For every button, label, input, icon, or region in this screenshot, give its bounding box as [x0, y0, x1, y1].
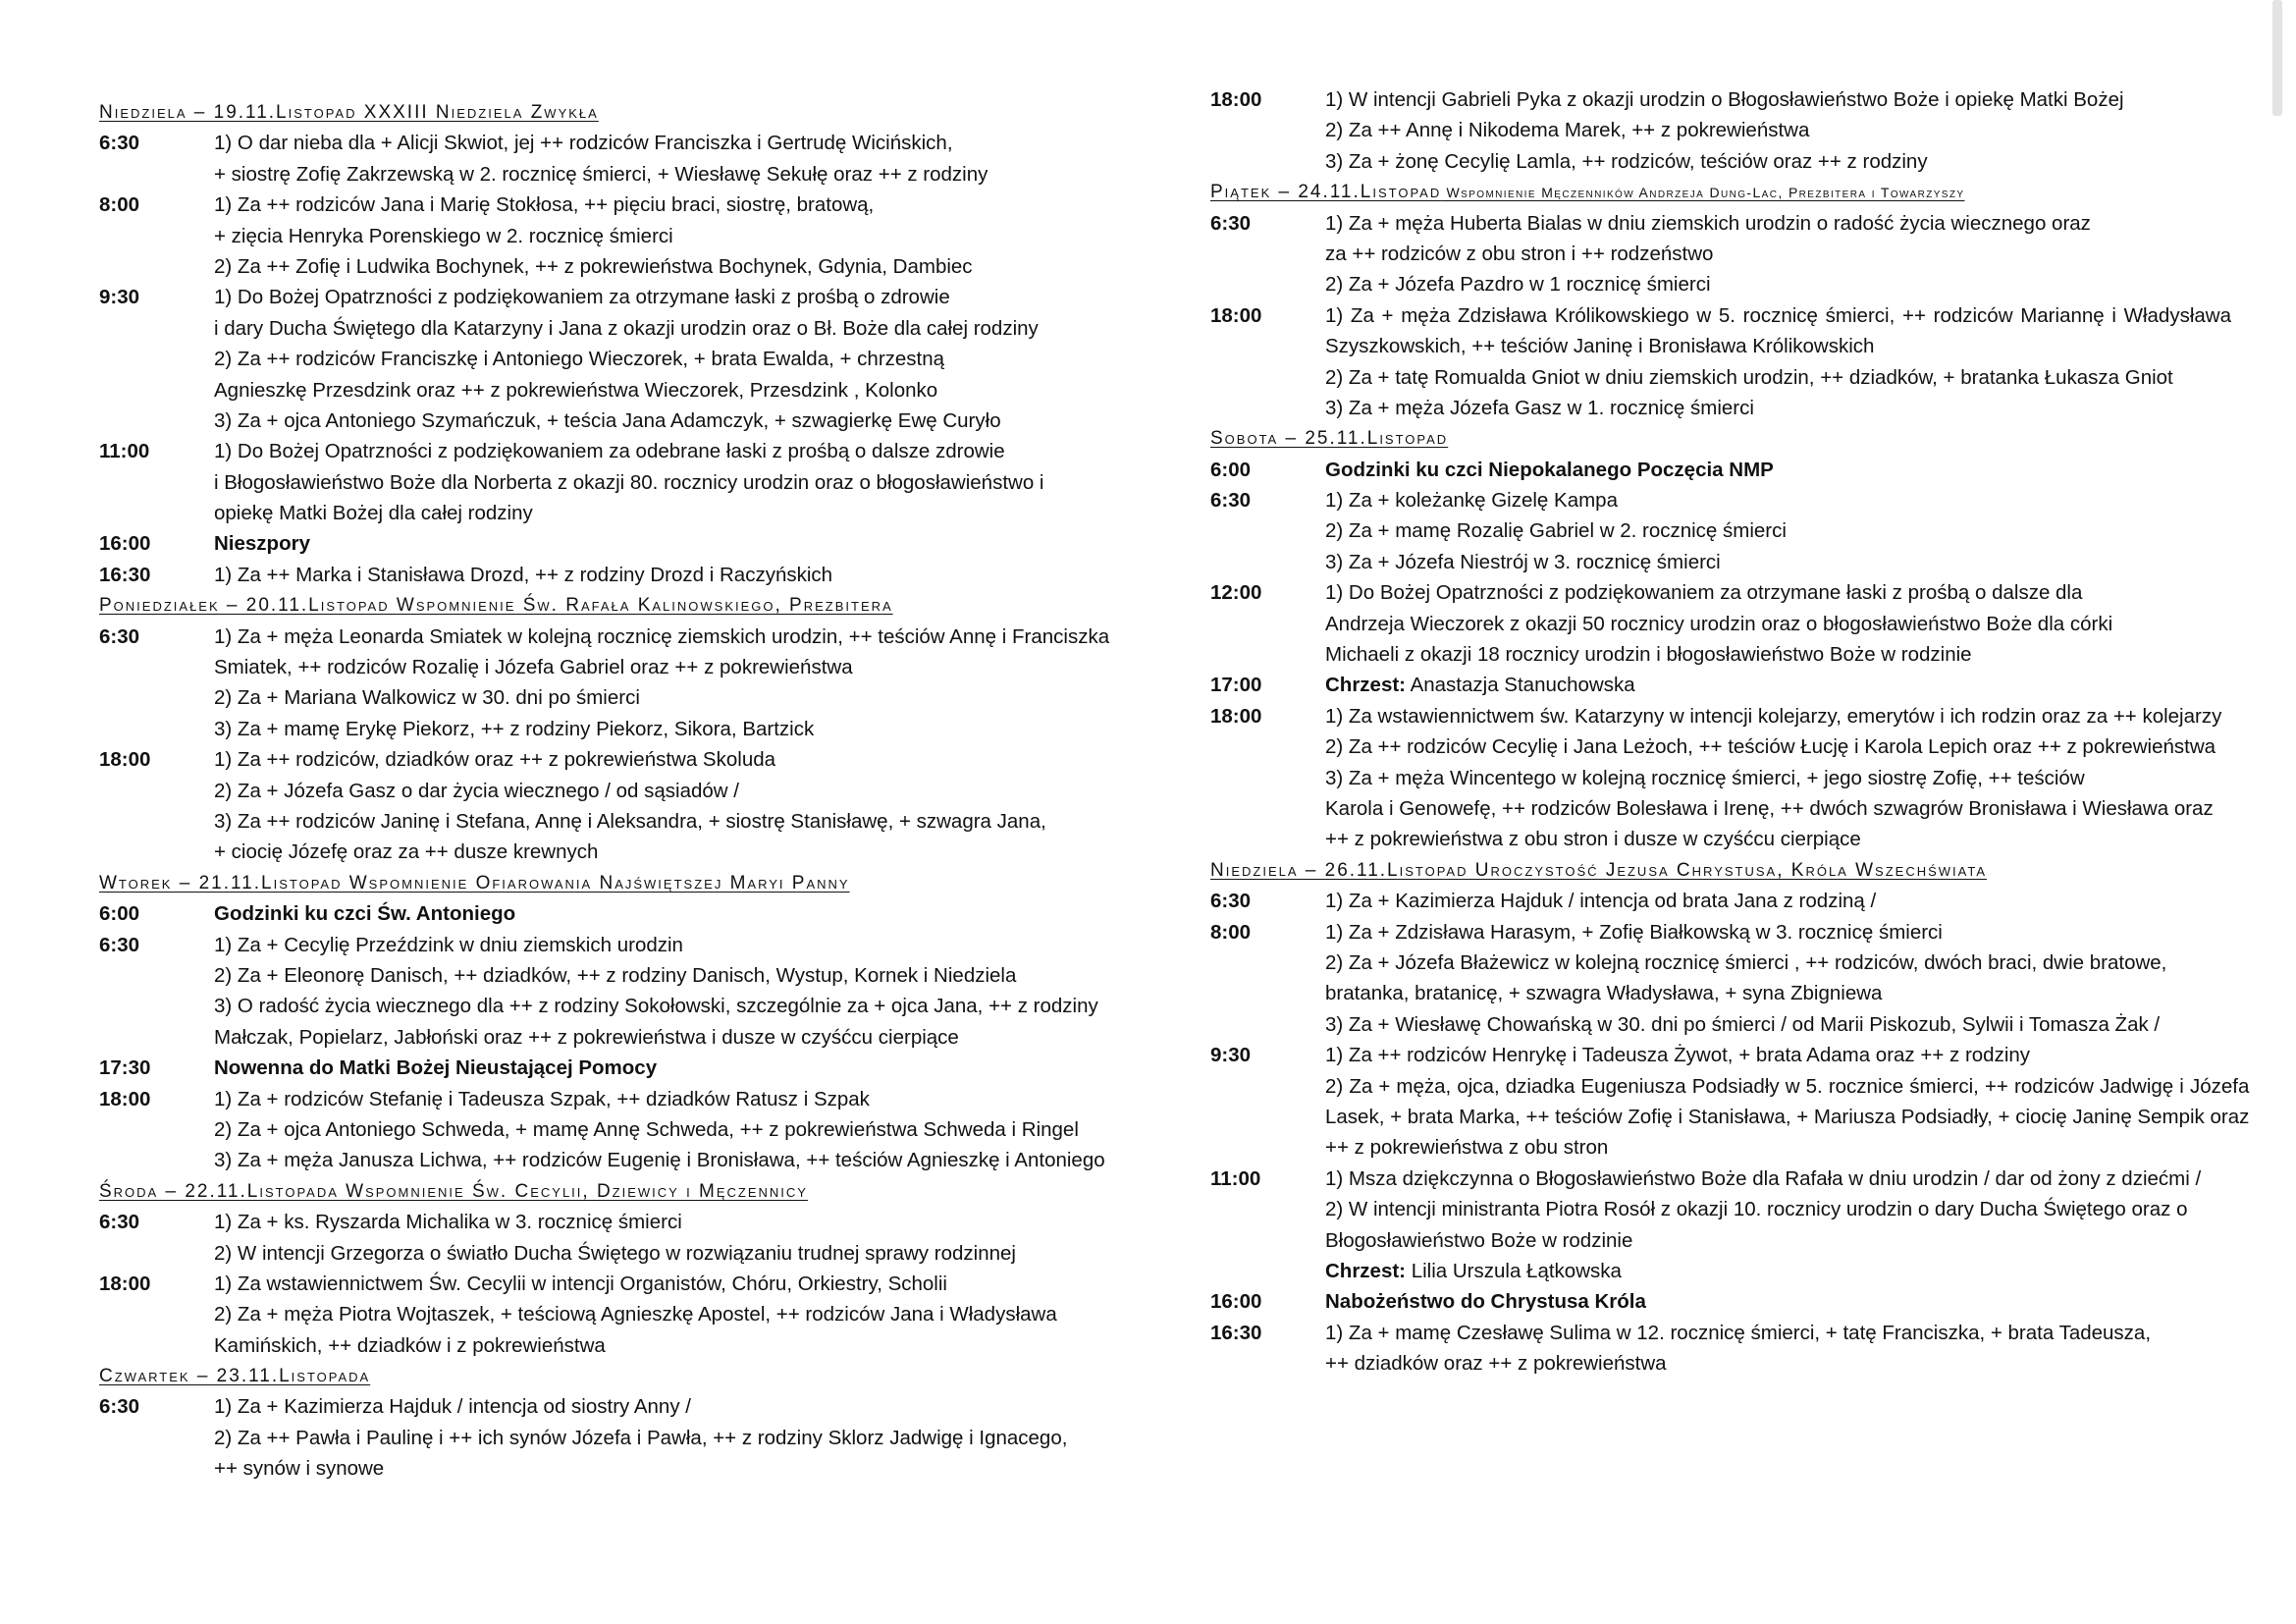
intention-text: Godzinki ku czci Niepokalanego Poczęcia NMP [1325, 458, 1774, 481]
intention-line [1325, 239, 2231, 269]
intention-line [1325, 455, 2231, 485]
intention-text: 1) Za + męża Zdzisława Królikowskiego w 5. rocznicę śmierci, ++ rodziców Mariannę i Władysława [1325, 303, 2231, 327]
intention-line [1325, 701, 2231, 731]
intention-text: 2) Za ++ Zofię i Ludwika Bochynek, ++ z pokrewieństwa Bochynek, Gdynia, Dambiec [214, 254, 973, 278]
intention-line [1325, 947, 2231, 978]
day-heading [1210, 177, 2231, 207]
intention-line [214, 622, 1130, 652]
intention-line [214, 560, 1130, 590]
day-subtitle: Wspomnienie Męczenników Andrzeja Dung-Lac, Prezbitera i Towarzyszy [1441, 185, 1965, 201]
intention-text: 1) Za + Kazimierza Hajduk / intencja od siostry Anny / [214, 1395, 691, 1419]
intention-line [214, 406, 1130, 436]
intention-line [1325, 886, 2231, 916]
day-title: Środa – 22.11.Listopada Wspomnienie Św. Cecylii, Dziewicy i Męczennicy [99, 1180, 808, 1202]
intention-text: 2) Za ++ rodziców Cecylię i Jana Leżoch, ++ teściów Łucję i Karola Lepich oraz ++ z pokrewieństwa [1325, 735, 2216, 759]
intention-text: Lasek, + brata Marka, ++ teściów Zofię i Stanisława, + Mariusza Podsiadły, + ciocię Janinę Sempik oraz [1325, 1105, 2250, 1128]
intentions [1325, 300, 2231, 424]
intention-line [214, 498, 1130, 528]
intentions [1325, 208, 2231, 300]
mass-time: 18:00 [1210, 303, 1262, 327]
intention-text: Kamińskich, ++ dziadków i z pokrewieństwa [214, 1333, 606, 1357]
day-heading [1210, 855, 2231, 886]
intention-text: opiekę Matki Bożej dla całej rodziny [214, 502, 533, 525]
mass-time: 8:00 [1210, 920, 1252, 944]
intention-line [214, 1207, 1130, 1237]
intention-line [1325, 300, 2231, 331]
intention-text: 2) Za + tatę Romualda Gniot w dniu ziemskich urodzin, ++ dziadków, + bratanka Łukasza Gniot [1325, 365, 2173, 389]
day-heading [1210, 423, 2231, 454]
intention-line [1325, 577, 2231, 608]
intention-line [1325, 1318, 2231, 1348]
intention-text: Małczak, Popielarz, Jabłoński oraz ++ z pokrewieństwa i dusze w czyśćcu cierpiące [214, 1025, 959, 1049]
mass-time: 6:30 [99, 1395, 140, 1419]
mass-entry [1210, 300, 2231, 424]
mass-entry [99, 282, 1130, 436]
mass-time: 6:30 [1210, 211, 1252, 235]
intentions [1325, 1256, 2231, 1286]
intentions [1325, 485, 2231, 577]
label-text: Chrzest: [1325, 674, 1407, 697]
intention-line [214, 528, 1130, 559]
mass-entry [1210, 1040, 2250, 1164]
intention-line [214, 375, 1130, 406]
mass-entry [1210, 701, 2231, 855]
intention-line [1325, 485, 2231, 515]
mass-entry [99, 1391, 1130, 1484]
intention-text: 1) Do Bożej Opatrzności z podziękowaniem za otrzymane łaski z prośbą o dalsze dla [1325, 581, 2083, 605]
intention-text: + ciocię Józefę oraz za ++ dusze krewnych [214, 840, 599, 864]
intention-text: 2) Za ++ rodziców Franciszkę i Antoniego Wieczorek, + brata Ewalda, + chrzestną [214, 348, 945, 371]
intention-text: 1) Msza dziękczynna o Błogosławieństwo Boże dla Rafała w dniu urodzin / dar od żony z dziećmi / [1325, 1166, 2202, 1190]
intention-text: + zięcia Henryka Porenskiego w 2. rocznicę śmierci [214, 224, 673, 247]
mass-entry [99, 1084, 1130, 1176]
mass-entry [99, 560, 1130, 590]
intention-text: 1) Za + Zdzisława Harasym, + Zofię Białkowską w 3. rocznicę śmierci [1325, 920, 1943, 944]
mass-time: 16:00 [99, 532, 151, 556]
intention-text: Agnieszkę Przesdzink oraz ++ z pokrewieństwa Wieczorek, Przesdzink , Kolonko [214, 378, 938, 402]
intentions [214, 528, 1130, 559]
mass-entry [99, 189, 1130, 282]
intention-line [1325, 269, 2231, 299]
intention-line [1325, 763, 2231, 793]
day-heading [99, 1176, 1130, 1207]
intention-text: 2) Za + męża Piotra Wojtaszek, + teściową Agnieszkę Apostel, ++ rodziców Jana i Władysława [214, 1303, 1057, 1326]
intention-text: 3) O radość życia wiecznego dla ++ z rodziny Sokołowski, szczególnie za + ojca Jana, ++ z rodziny [214, 995, 1098, 1018]
intention-line [1325, 1009, 2231, 1040]
intention-line [1325, 609, 2231, 639]
intention-text: + siostrę Zofię Zakrzewską w 2. rocznicę śmierci, + Wiesławę Sekułę oraz ++ z rodziny [214, 162, 988, 186]
intention-text: 1) O dar nieba dla + Alicji Skwiot, jej ++ rodziców Franciszka i Gertrudę Wicińskich, [214, 132, 953, 155]
intentions [1325, 577, 2231, 670]
intention-text: 1) Za + męża Leonarda Smiatek w kolejną rocznicę ziemskich urodzin, ++ teściów Annę i Franciszka [214, 624, 1110, 648]
intention-line [1325, 731, 2231, 762]
mass-time: 16:30 [99, 563, 151, 586]
mass-entry [1210, 455, 2231, 485]
mass-entry [99, 622, 1130, 745]
mass-time: 17:00 [1210, 674, 1262, 697]
scrollbar-thumb[interactable] [2272, 0, 2282, 116]
mass-entry [1210, 577, 2231, 670]
intention-line [214, 251, 1130, 282]
intentions [214, 128, 1130, 189]
intentions [214, 1207, 1130, 1269]
mass-entry [1210, 1256, 2231, 1286]
intention-line [214, 1269, 1130, 1299]
intention-text: 1) Za ++ rodziców, dziadków oraz ++ z pokrewieństwa Skoluda [214, 748, 776, 772]
intention-line [214, 1238, 1130, 1269]
intention-line [1325, 362, 2231, 393]
intention-text: 1) Za + mamę Czesławę Sulima w 12. rocznicę śmierci, + tatę Franciszka, + brata Tadeusza, [1325, 1321, 2152, 1344]
intention-text: 1) Za wstawiennictwem św. Katarzyny w intencji kolejarzy, emerytów i ich rodzin oraz za ++ kolejarzy [1325, 704, 2222, 728]
day-heading [99, 868, 1130, 898]
intention-text: 1) Do Bożej Opatrzności z podziękowaniem za otrzymane łaski z prośbą o zdrowie [214, 286, 950, 309]
intention-text: 1) Za + rodziców Stefanię i Tadeusza Szpak, ++ dziadków Ratusz i Szpak [214, 1087, 870, 1110]
mass-time: 16:30 [1210, 1321, 1262, 1344]
mass-time: 12:00 [1210, 581, 1262, 605]
intentions [214, 436, 1130, 528]
intention-text: 3) Za + Józefa Niestrój w 3. rocznicę śmierci [1325, 550, 1721, 573]
intention-text: 1) W intencji Gabrieli Pyka z okazji urodzin o Błogosławieństwo Boże i opiekę Matki Bożej [1325, 88, 2124, 111]
intention-text: Smiatek, ++ rodziców Rozalię i Józefa Gabriel oraz ++ z pokrewieństwa [214, 656, 853, 679]
intention-line [1325, 978, 2231, 1008]
intention-text: 1) Do Bożej Opatrzności z podziękowaniem za odebrane łaski z prośbą o dalsze zdrowie [214, 440, 1005, 463]
intention-line [214, 930, 1130, 960]
intention-line [214, 1453, 1130, 1484]
mass-time: 6:00 [1210, 458, 1252, 481]
left-column [99, 97, 1130, 1485]
intention-text: ++ z pokrewieństwa z obu stron i dusze w czyśćcu cierpiące [1325, 828, 1861, 851]
intention-text: 2) Za + Eleonorę Danisch, ++ dziadków, ++ z rodziny Danisch, Wystup, Kornek i Niedziela [214, 963, 1017, 987]
intention-line [214, 991, 1130, 1021]
intention-text: Karola i Genowefę, ++ rodziców Bolesława i Irenę, ++ dwóch szwagrów Bronisława i Wiesława oraz [1325, 797, 2214, 821]
right-column [1210, 84, 2250, 1379]
intention-text: bratanka, bratanicę, + szwagra Władysława, + syna Zbigniewa [1325, 982, 1883, 1005]
intention-text: ++ z pokrewieństwa z obu stron [1325, 1136, 1609, 1160]
intention-line [214, 682, 1130, 713]
intentions [1325, 670, 2231, 700]
intention-line [1325, 1164, 2231, 1194]
intention-line [214, 1053, 1130, 1083]
intentions [1325, 1040, 2249, 1164]
intention-text: Nabożeństwo do Chrystusa Króla [1325, 1290, 1646, 1314]
mass-entry [99, 1269, 1130, 1361]
intentions [1325, 1318, 2231, 1380]
intention-text: 1) Za + Kazimierza Hajduk / intencja od brata Jana z rodziną / [1325, 890, 1877, 913]
intention-line [1325, 393, 2231, 423]
intention-text: 3) Za + ojca Antoniego Szymańczuk, + teścia Jana Adamczyk, + szwagierkę Ewę Curyło [214, 408, 1001, 432]
intentions [1325, 455, 2231, 485]
day-title: Niedziela – 26.11.Listopad Uroczystość Jezusa Chrystusa, Króla Wszechświata [1210, 859, 1988, 881]
intention-text: 1) Za ++ rodziców Jana i Marię Stokłosa, ++ pięciu braci, siostrę, bratową, [214, 193, 875, 217]
day-heading [99, 97, 1130, 128]
intention-text: Michaeli z okazji 18 rocznicy urodzin i błogosławieństwo Boże w rodzinie [1325, 643, 1972, 667]
mass-entry [1210, 84, 2231, 177]
day-title: Piątek – 24.11.Listopad [1210, 182, 1442, 203]
intention-text: ++ synów i synowe [214, 1457, 385, 1481]
intention-line [214, 898, 1130, 929]
intention-text: 1) Za ++ Marka i Stanisława Drozd, ++ z rodziny Drozd i Raczyńskich [214, 563, 833, 586]
mass-time: 6:30 [1210, 890, 1252, 913]
day-title: Niedziela – 19.11.Listopad XXXIII Niedziela Zwykła [99, 102, 599, 123]
mass-entry [1210, 1164, 2231, 1256]
intention-line [214, 806, 1130, 837]
day-title: Wtorek – 21.11.Listopad Wspomnienie Ofiarowania Najświętszej Maryi Panny [99, 872, 850, 893]
mass-time: 6:30 [99, 624, 140, 648]
day-heading [99, 590, 1130, 621]
intention-text: 1) Za + Cecylię Przeździnk w dniu ziemskich urodzin [214, 933, 683, 956]
mass-time: 11:00 [99, 440, 150, 463]
mass-entry [1210, 886, 2231, 916]
intentions [1325, 917, 2231, 1041]
mass-entry [99, 528, 1130, 559]
intentions [214, 622, 1130, 745]
intention-line [214, 1299, 1130, 1329]
mass-time: 18:00 [1210, 88, 1262, 111]
mass-time: 6:30 [99, 132, 140, 155]
intention-text: ++ dziadków oraz ++ z pokrewieństwa [1325, 1352, 1667, 1376]
mass-time: 17:30 [99, 1056, 151, 1080]
mass-time: 6:30 [99, 933, 140, 956]
intention-text: 2) Za + Mariana Walkowicz w 30. dni po śmierci [214, 686, 640, 710]
intention-text: 1) Za ++ rodziców Henrykę i Tadeusza Żywot, + brata Adama oraz ++ z rodziny [1325, 1044, 2031, 1067]
intention-text: 2) Za + Józefa Pazdro w 1 rocznicę śmierci [1325, 273, 1711, 297]
intentions [214, 1084, 1130, 1176]
mass-entry [99, 930, 1130, 1054]
intention-line [1325, 115, 2231, 145]
intention-text: 1) Za + koleżankę Gizelę Kampa [1325, 489, 1618, 513]
intention-text: 1) Za wstawiennictwem Św. Cecylii w intencji Organistów, Chóru, Orkiestry, Scholii [214, 1272, 947, 1295]
intention-line [214, 159, 1130, 189]
intention-line [214, 744, 1130, 775]
intention-line [214, 1145, 1130, 1175]
intention-text: 2) Za + męża, ojca, dziadka Eugeniusza Podsiadły w 5. rocznice śmierci, ++ rodziców Jadwigę i Józefa [1325, 1074, 2250, 1098]
intention-line [214, 1330, 1130, 1361]
mass-entry [1210, 1318, 2231, 1380]
intention-text: 3) Za ++ rodziców Janinę i Stefana, Annę i Aleksandra, + siostrę Stanisławę, + szwagra Jana, [214, 810, 1046, 834]
intention-text: 3) Za + męża Janusza Lichwa, ++ rodziców Eugenię i Bronisława, ++ teściów Agnieszkę i Antoniego [214, 1149, 1105, 1172]
intentions [214, 282, 1130, 436]
mass-entry [1210, 1286, 2231, 1317]
intentions [1325, 886, 2231, 916]
intention-text: 3) Za + Wiesławę Chowańską w 30. dni po śmierci / od Marii Piskozub, Sylwii i Tomasza Żak / [1325, 1012, 2161, 1036]
intention-text: Lilia Urszula Łątkowska [1406, 1259, 1622, 1282]
intentions [214, 1053, 1130, 1083]
intention-line [1325, 1194, 2231, 1224]
mass-entry [99, 1053, 1130, 1083]
mass-time: 11:00 [1210, 1166, 1261, 1190]
intentions [214, 1391, 1130, 1484]
day-title: Sobota – 25.11.Listopad [1210, 428, 1449, 450]
mass-time: 9:30 [1210, 1044, 1252, 1067]
mass-entry [99, 436, 1130, 528]
mass-time: 6:30 [99, 1211, 140, 1234]
intention-text: 2) W intencji ministranta Piotra Rosół z okazji 10. rocznicy urodzin o dary Ducha Świętego oraz o [1325, 1198, 2188, 1221]
mass-time: 9:30 [99, 286, 140, 309]
intention-text: i Błogosławieństwo Boże dla Norberta z okazji 80. rocznicy urodzin oraz o błogosławieństwo i [214, 470, 1044, 494]
intentions [214, 744, 1130, 868]
intention-line [214, 1391, 1130, 1422]
intention-line [214, 128, 1130, 158]
mass-time: 6:30 [1210, 489, 1252, 513]
intention-line [1325, 146, 2231, 177]
mass-entry [1210, 917, 2231, 1041]
intention-text: Andrzeja Wieczorek z okazji 50 rocznicy urodzin oraz o błogosławieństwo Boże dla córki [1325, 612, 2113, 635]
intention-line [1325, 515, 2231, 546]
intentions [214, 930, 1130, 1054]
mass-entry [99, 898, 1130, 929]
intention-line [1325, 1102, 2249, 1132]
intention-text: 3) Za + męża Wincentego w kolejną rocznicę śmierci, + jego siostrę Zofię, ++ teściów [1325, 766, 2085, 789]
mass-time: 8:00 [99, 193, 140, 217]
intention-line [1325, 1040, 2249, 1070]
intention-line [214, 282, 1130, 312]
mass-entry [1210, 670, 2231, 700]
intention-line [214, 436, 1130, 466]
intentions [214, 1269, 1130, 1361]
intention-line [214, 1022, 1130, 1053]
intention-line [214, 221, 1130, 251]
intentions [1325, 84, 2231, 177]
label-text: Chrzest: [1325, 1259, 1407, 1282]
intention-line [214, 189, 1130, 220]
intentions [214, 560, 1130, 590]
intentions [214, 898, 1130, 929]
mass-time: 18:00 [99, 1087, 151, 1110]
intention-line [214, 344, 1130, 374]
intention-line [214, 714, 1130, 744]
intention-line [214, 1084, 1130, 1114]
intention-line [214, 652, 1130, 682]
intention-line [214, 313, 1130, 344]
mass-time: 18:00 [99, 748, 151, 772]
intentions [1325, 1286, 2231, 1317]
intention-line [1325, 1286, 2231, 1317]
intention-text: 2) Za + Józefa Gasz o dar życia wiecznego / od sąsiadów / [214, 779, 739, 802]
intentions [214, 189, 1130, 282]
intentions [1325, 701, 2231, 855]
intention-line [214, 1114, 1130, 1145]
intention-text: 3) Za + żonę Cecylię Lamla, ++ rodziców, teściów oraz ++ z rodziny [1325, 149, 1928, 173]
day-title: Czwartek – 23.11.Listopada [99, 1366, 371, 1387]
intention-line [1325, 547, 2231, 577]
intention-text: Szyszkowskich, ++ teściów Janinę i Bronisława Królikowskich [1325, 335, 1875, 358]
intention-line [1325, 1348, 2231, 1379]
intention-text: 3) Za + męża Józefa Gasz w 1. rocznicę śmierci [1325, 396, 1754, 419]
intention-line [214, 837, 1130, 867]
mass-time [1210, 1256, 1325, 1286]
intention-line [1325, 1225, 2231, 1256]
intention-line [1325, 1256, 2231, 1286]
intention-text: 2) Za + Józefa Błażewicz w kolejną rocznicę śmierci , ++ rodziców, dwóch braci, dwie bratowe, [1325, 950, 2167, 974]
intention-line [1325, 917, 2231, 947]
intention-text: 2) Za + mamę Rozalię Gabriel w 2. rocznicę śmierci [1325, 519, 1787, 543]
intentions [1325, 1164, 2231, 1256]
intention-line [1325, 84, 2231, 115]
intention-line [1325, 331, 2231, 361]
mass-entry [1210, 208, 2231, 300]
intention-text: Błogosławieństwo Boże w rodzinie [1325, 1228, 1633, 1252]
mass-time: 18:00 [1210, 704, 1262, 728]
intention-line [214, 776, 1130, 806]
intention-text: 2) Za + ojca Antoniego Schweda, + mamę Annę Schweda, ++ z pokrewieństwa Schweda i Ringel [214, 1117, 1079, 1141]
intention-line [1325, 639, 2231, 670]
intention-text: Nieszpory [214, 532, 310, 556]
intention-text: Godzinki ku czci Św. Antoniego [214, 902, 516, 926]
mass-time: 18:00 [99, 1272, 151, 1295]
intention-line [1325, 1071, 2249, 1102]
intention-text: 2) Za ++ Annę i Nikodema Marek, ++ z pokrewieństwa [1325, 119, 1810, 142]
intention-text: 1) Za + ks. Ryszarda Michalika w 3. rocznicę śmierci [214, 1211, 682, 1234]
intention-text: Anastazja Stanuchowska [1406, 674, 1635, 697]
intention-text: 2) Za ++ Pawła i Paulinę i ++ ich synów Józefa i Pawła, ++ z rodziny Sklorz Jadwigę i Ignacego, [214, 1426, 1068, 1449]
intention-line [1325, 670, 2231, 700]
intention-line [1325, 208, 2231, 239]
mass-entry [99, 128, 1130, 189]
intention-line [1325, 824, 2231, 854]
intention-line [214, 960, 1130, 991]
intention-text: i dary Ducha Świętego dla Katarzyny i Jana z okazji urodzin oraz o Bł. Boże dla całej rodziny [214, 316, 1039, 340]
intention-line [1325, 1132, 2249, 1163]
mass-time: 6:00 [99, 902, 140, 926]
mass-entry [99, 1207, 1130, 1269]
intention-text: 3) Za + mamę Erykę Piekorz, ++ z rodziny Piekorz, Sikora, Bartzick [214, 717, 815, 740]
intention-text: za ++ rodziców z obu stron i ++ rodzeństwo [1325, 242, 1714, 265]
intention-text: 1) Za + męża Huberta Bialas w dniu ziemskich urodzin o radość życia wiecznego oraz [1325, 211, 2091, 235]
day-title: Poniedziałek – 20.11.Listopad Wspomnienie Św. Rafała Kalinowskiego, Prezbitera [99, 595, 893, 617]
mass-time: 16:00 [1210, 1290, 1262, 1314]
day-heading [99, 1361, 1130, 1391]
intention-text: Nowenna do Matki Bożej Nieustającej Pomocy [214, 1056, 658, 1080]
intention-line [214, 1423, 1130, 1453]
intention-line [1325, 793, 2231, 824]
intention-line [214, 467, 1130, 498]
intention-text: 2) W intencji Grzegorza o światło Ducha Świętego w rozwiązaniu trudnej sprawy rodzinnej [214, 1241, 1016, 1265]
mass-entry [1210, 485, 2231, 577]
mass-entry [99, 744, 1130, 868]
